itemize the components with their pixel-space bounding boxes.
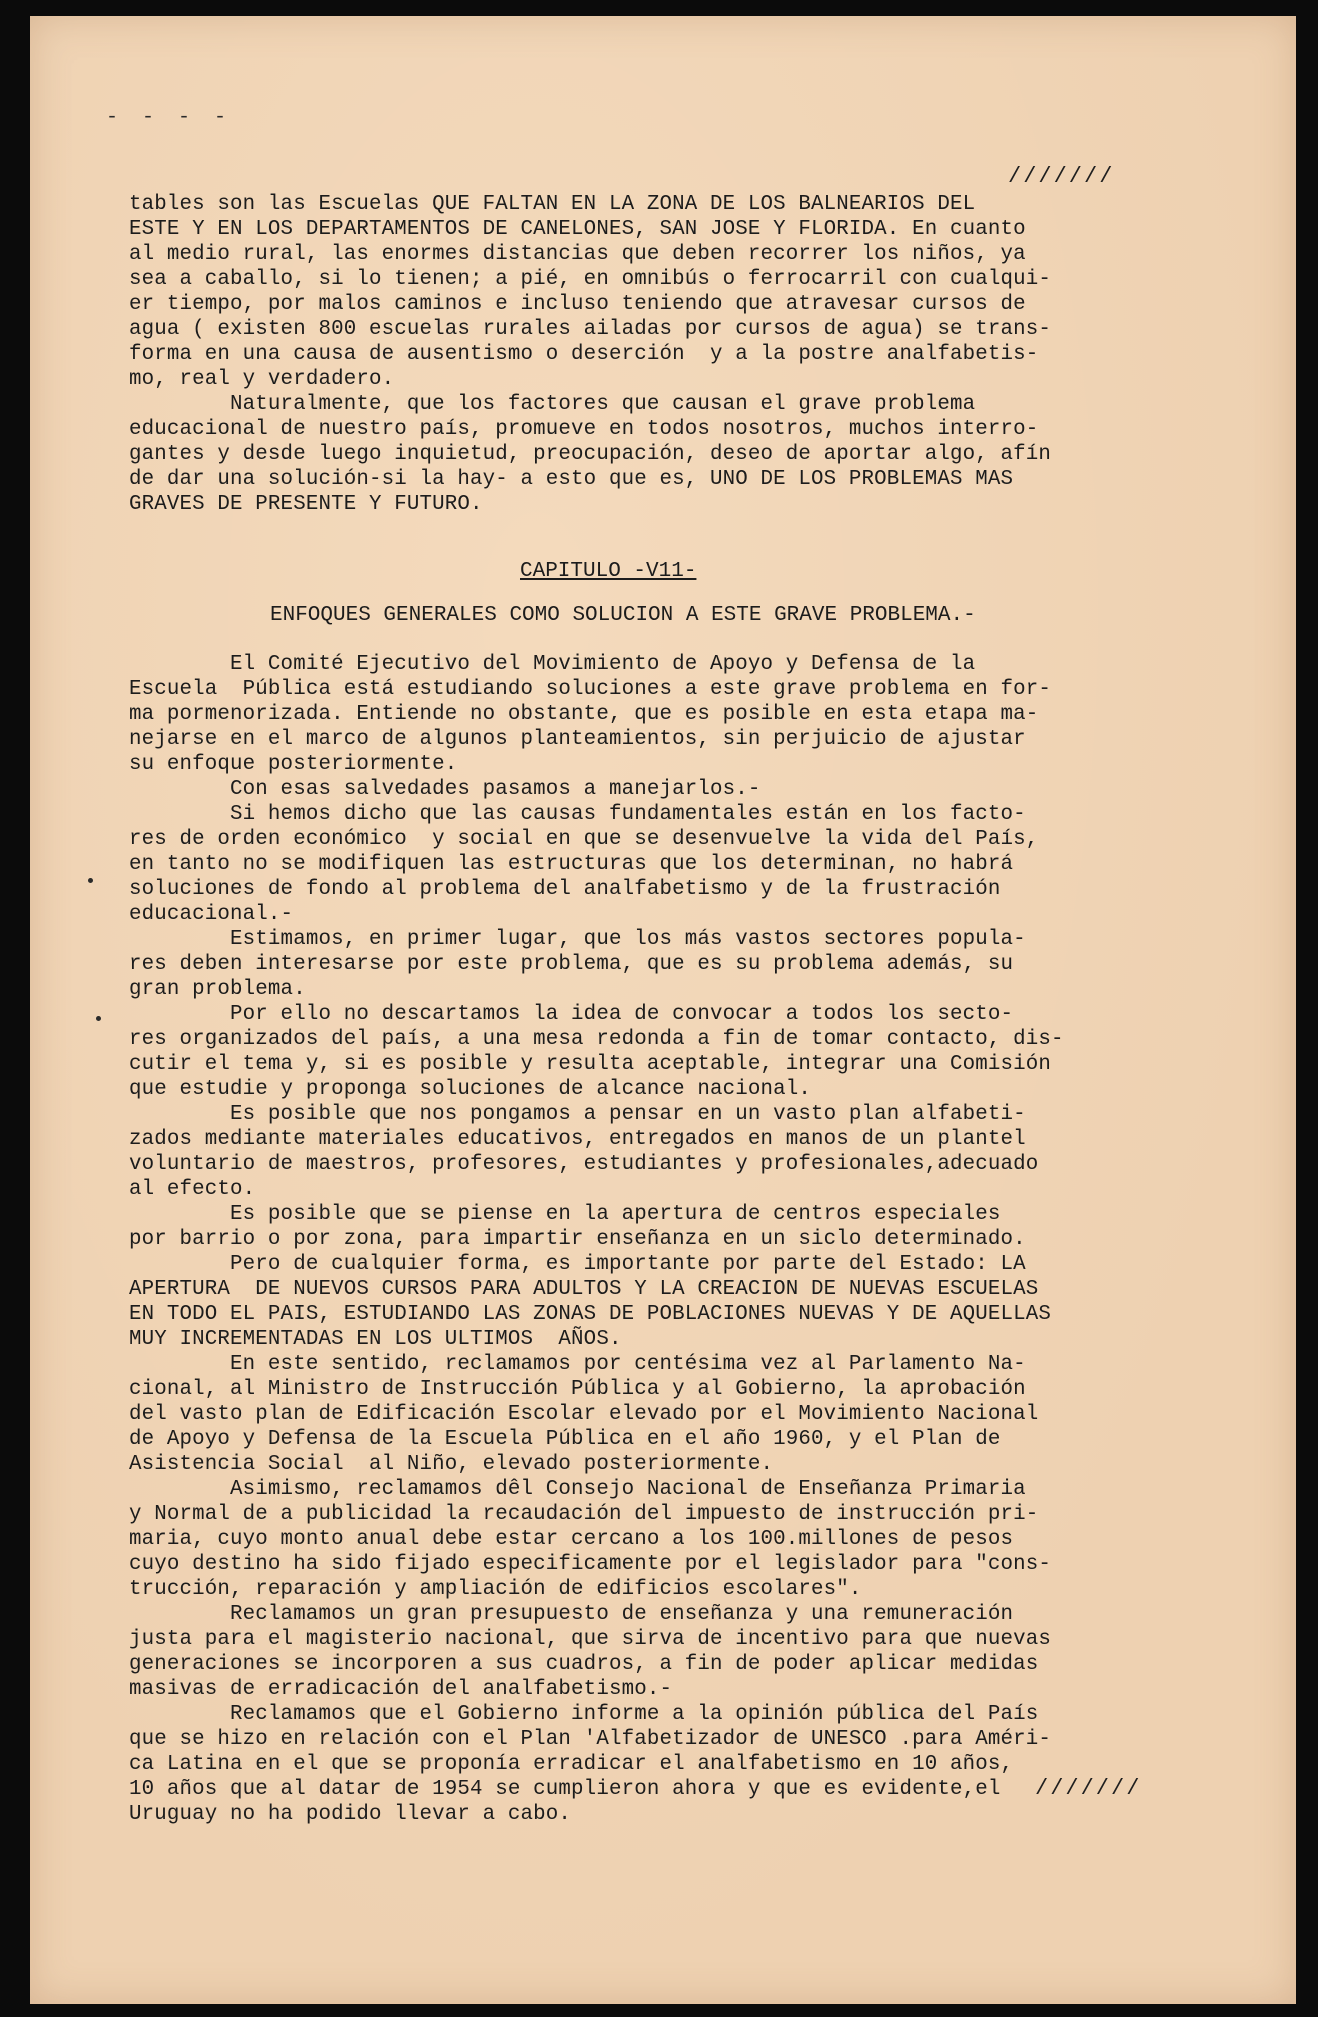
text-line: Uruguay no ha podido llevar a cabo. (129, 1803, 572, 1826)
header-marks: - - - - (106, 106, 233, 129)
text-line: justa para el magisterio nacional, que sirva de incentivo para que nuevas (129, 1628, 1052, 1651)
text-line: GRAVES DE PRESENTE Y FUTURO. (129, 493, 483, 516)
text-line: Asimismo, reclamamos dêl Consejo Nacional de Enseñanza Primaria (129, 1478, 1026, 1501)
text-line: educacional.- (129, 903, 294, 926)
text-line: ESTE Y EN LOS DEPARTAMENTOS DE CANELONES, SAN JOSE Y FLORIDA. En cuanto (129, 218, 1026, 241)
text-line: Es posible que se piense en la apertura de centros especiales (129, 1203, 1001, 1226)
text-line: al medio rural, las enormes distancias que deben recorrer los niños, ya (129, 243, 1026, 266)
text-line: er tiempo, por malos caminos e incluso teniendo que atravesar cursos de (129, 293, 1026, 316)
text-line: 10 años que al datar de 1954 se cumplieron ahora y que es evidente,el (129, 1778, 1001, 1801)
text-line: generaciones se incorporen a sus cuadros, a fin de poder aplicar medidas (129, 1653, 1039, 1676)
text-line: Con esas salvedades pasamos a manejarlos.- (129, 778, 761, 801)
text-line: gran problema. (129, 978, 306, 1001)
text-line: al efecto. (129, 1178, 256, 1201)
text-line: masivas de erradicación del analfabetismo.- (129, 1678, 673, 1701)
opening-paragraph (129, 192, 1209, 517)
text-line: agua ( existen 800 escuelas rurales ailadas por cursos de agua) se trans- (129, 318, 1052, 341)
text-line: El Comité Ejecutivo del Movimiento de Apoyo y Defensa de la (129, 653, 976, 676)
text-line: de dar una solución-si la hay- a esto que es, UNO DE LOS PROBLEMAS MAS (129, 468, 1014, 491)
text-line: ma pormenorizada. Entiende no obstante, que es posible en esta etapa ma- (129, 703, 1039, 726)
text-line: zados mediante materiales educativos, entregados en manos de un plantel (129, 1128, 1026, 1151)
text-line: Pero de cualquier forma, es importante por parte del Estado: LA (129, 1253, 1026, 1276)
text-line: trucción, reparación y ampliación de edificios escolares". (129, 1578, 862, 1601)
text-line: cutir el tema y, si es posible y resulta aceptable, integrar una Comisión (129, 1053, 1052, 1076)
text-line: maria, cuyo monto anual debe estar cercano a los 100.millones de pesos (129, 1528, 1014, 1551)
text-line: Por ello no descartamos la idea de convocar a todos los secto- (129, 1003, 1014, 1026)
text-line: por barrio o por zona, para impartir enseñanza en un siclo determinado. (129, 1228, 1026, 1251)
text-line: voluntario de maestros, profesores, estudiantes y profesionales,adecuado (129, 1153, 1039, 1176)
text-line: cional, al Ministro de Instrucción Pública y al Gobierno, la aprobación (129, 1378, 1026, 1401)
text-line: res de orden económico y social en que se desenvuelve la vida del País, (129, 828, 1039, 851)
text-line: sea a caballo, si lo tienen; a pié, en omnibús o ferrocarril con cualqui- (129, 268, 1052, 291)
margin-dot (88, 878, 93, 883)
text-line: de Apoyo y Defensa de la Escuela Pública en el año 1960, y el Plan de (129, 1428, 1001, 1451)
bottom-separator: /////// (1035, 1776, 1142, 1801)
text-line: que se hizo en relación con el Plan 'Alfabetizador de UNESCO .para Améri- (129, 1728, 1052, 1751)
text-line: Reclamamos que el Gobierno informe a la opinión pública del País (129, 1703, 1039, 1726)
text-line: En este sentido, reclamamos por centésima vez al Parlamento Na- (129, 1353, 1026, 1376)
text-line: APERTURA DE NUEVOS CURSOS PARA ADULTOS Y LA CREACION DE NUEVAS ESCUELAS (129, 1278, 1039, 1301)
text-line: mo, real y verdadero. (129, 368, 395, 391)
text-line: educacional de nuestro país, promueve en todos nosotros, muchos interro- (129, 418, 1039, 441)
margin-dot (96, 1016, 101, 1021)
text-line: Si hemos dicho que las causas fundamentales están en los facto- (129, 803, 1026, 826)
text-line: Es posible que nos pongamos a pensar en un vasto plan alfabeti- (129, 1103, 1026, 1126)
text-line: res organizados del país, a una mesa redonda a fin de tomar contacto, dis- (129, 1028, 1064, 1051)
text-line: Naturalmente, que los factores que causan el grave problema (129, 393, 976, 416)
text-line: del vasto plan de Edificación Escolar elevado por el Movimiento Nacional (129, 1403, 1039, 1426)
chapter-title: CAPITULO -V11- (520, 560, 697, 583)
text-line: en tanto no se modifiquen las estructuras que los determinan, no habrá (129, 853, 1014, 876)
text-line: res deben interesarse por este problema, que es su problema además, su (129, 953, 1014, 976)
text-line: MUY INCREMENTADAS EN LOS ULTIMOS AÑOS. (129, 1328, 622, 1351)
text-line: tables son las Escuelas QUE FALTAN EN LA ZONA DE LOS BALNEARIOS DEL (129, 193, 976, 216)
text-line: Reclamamos un gran presupuesto de enseñanza y una remuneración (129, 1603, 1014, 1626)
text-line: cuyo destino ha sido fijado especificamente por el legislador para "cons- (129, 1553, 1052, 1576)
text-line: su enfoque posteriormente. (129, 753, 458, 776)
text-line: Asistencia Social al Niño, elevado posteriormente. (129, 1453, 774, 1476)
text-line: soluciones de fondo al problema del analfabetismo y de la frustración (129, 878, 1001, 901)
chapter-body (129, 652, 1209, 1827)
text-line: EN TODO EL PAIS, ESTUDIANDO LAS ZONAS DE POBLACIONES NUEVAS Y DE AQUELLAS (129, 1303, 1052, 1326)
text-line: Escuela Pública está estudiando soluciones a este grave problema en for- (129, 678, 1052, 701)
top-separator: /////// (1008, 164, 1115, 189)
chapter-subtitle: ENFOQUES GENERALES COMO SOLUCION A ESTE GRAVE PROBLEMA.- (270, 604, 976, 627)
text-line: nejarse en el marco de algunos planteamientos, sin perjuicio de ajustar (129, 728, 1026, 751)
text-line: Estimamos, en primer lugar, que los más vastos sectores popula- (129, 928, 1026, 951)
text-line: forma en una causa de ausentismo o deserción y a la postre analfabetis- (129, 343, 1039, 366)
text-line: ca Latina en el que se proponía erradicar el analfabetismo en 10 años, (129, 1753, 1014, 1776)
text-line: que estudie y proponga soluciones de alcance nacional. (129, 1078, 812, 1101)
text-line: y Normal de a publicidad la recaudación del impuesto de instrucción pri- (129, 1503, 1039, 1526)
text-line: gantes y desde luego inquietud, preocupación, deseo de aportar algo, afín (129, 443, 1052, 466)
